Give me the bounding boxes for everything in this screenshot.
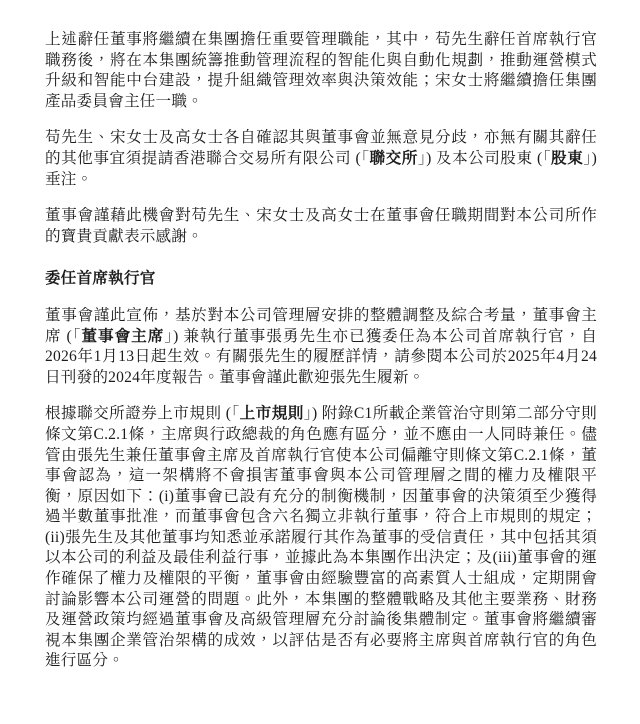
paragraph-corporate-governance-deviation <box>45 404 597 672</box>
text-run: 董事會謹藉此機會對苟先生、宋女士及高女士在董事會任職期間對本公司所作的寶貴貢獻表示感謝。 <box>45 207 597 245</box>
text-run: 」) 及本公司股東 (「 <box>417 149 552 167</box>
text-run: 董事會謹此宣佈，基於對本公司管理層安排的整體調整及綜合考量，董事會主席 (「 <box>45 306 597 345</box>
paragraph-no-disagreement <box>45 128 597 190</box>
paragraph-resignation-continuing-roles <box>45 30 597 112</box>
section-heading-appointment-of-ceo: 委任首席執行官 <box>45 270 156 288</box>
defined-term-shareholders: 股東 <box>551 149 584 167</box>
text-run: 」) 兼執行董事張勇先生亦已獲委任為本公司首席執行官，自2026年1月13日起生效。有關張先生的履歷詳情，請參閱本公司於2025年4月24日刊發的2024年度報告。董事會謹此歡迎張先生履新。 <box>45 327 597 386</box>
defined-term-stock-exchange: 聯交所 <box>369 149 418 167</box>
text-run: 苟先生、宋女士及高女士各自確認其與董事會並無意見分歧，亦無有關其辭任的其他事宜須提請香港聯合交易所有限公司 (「 <box>45 129 597 167</box>
text-run: 上述辭任董事將繼續在集團擔任重要管理職能，其中，苟先生辭任首席執行官職務後，將在本集團統籌推動管理流程的智能化與自動化規劃，推動運營模式升級和智能中台建設，提升組織管理效率與決策效能；宋女士將繼續擔任集團產品委員會主任一職。 <box>45 31 597 110</box>
text-run: 根據聯交所證券上市規則 (「 <box>45 405 240 423</box>
text-run: 」) 垂注。 <box>45 149 598 188</box>
defined-term-board-chairman: 董事會主席 <box>81 327 165 345</box>
paragraph-board-gratitude <box>45 206 597 247</box>
paragraph-ceo-appointment <box>45 306 597 388</box>
text-run: 」) 附錄C1所載企業管治守則第二部分守則條文第C.2.1條，主席與行政總裁的角色應有區分，並不應由一人同時兼任。儘管由張先生兼任董事會主席及首席執行官使本公司偏離守則條文第C.2.1條，董事會認為，這一架構將不會損害董事會與本公司管理層之間的權力及權限平衡，原因如下：(i)董事會已設有充分的制衡機制，因董事會的決策須至少獲得過半數董事批准，而董事會包含六名獨立非執行董事，符合上市規則的規定；(ii)張先生及其他董事均知悉並承諾履行其作為董事的受信責任，其中包括其須以本公司的利益及最佳利益行事，並據此為本集團作出決定；及(iii)董事會的運作確保了權力及權限的平衡，董事會由經驗豐富的高素質人士組成，定期開會討論影響本公司運營的問題。此外，本集團的整體戰略及其他主要業務、財務及運營政策均經過董事會及高級管理層充分討論後集體制定。董事會將繼續審視本集團企業管治架構的成效，以評估是否有必要將主席與首席執行官的角色進行區分。 <box>45 405 597 670</box>
defined-term-listing-rules: 上市規則 <box>239 405 304 423</box>
